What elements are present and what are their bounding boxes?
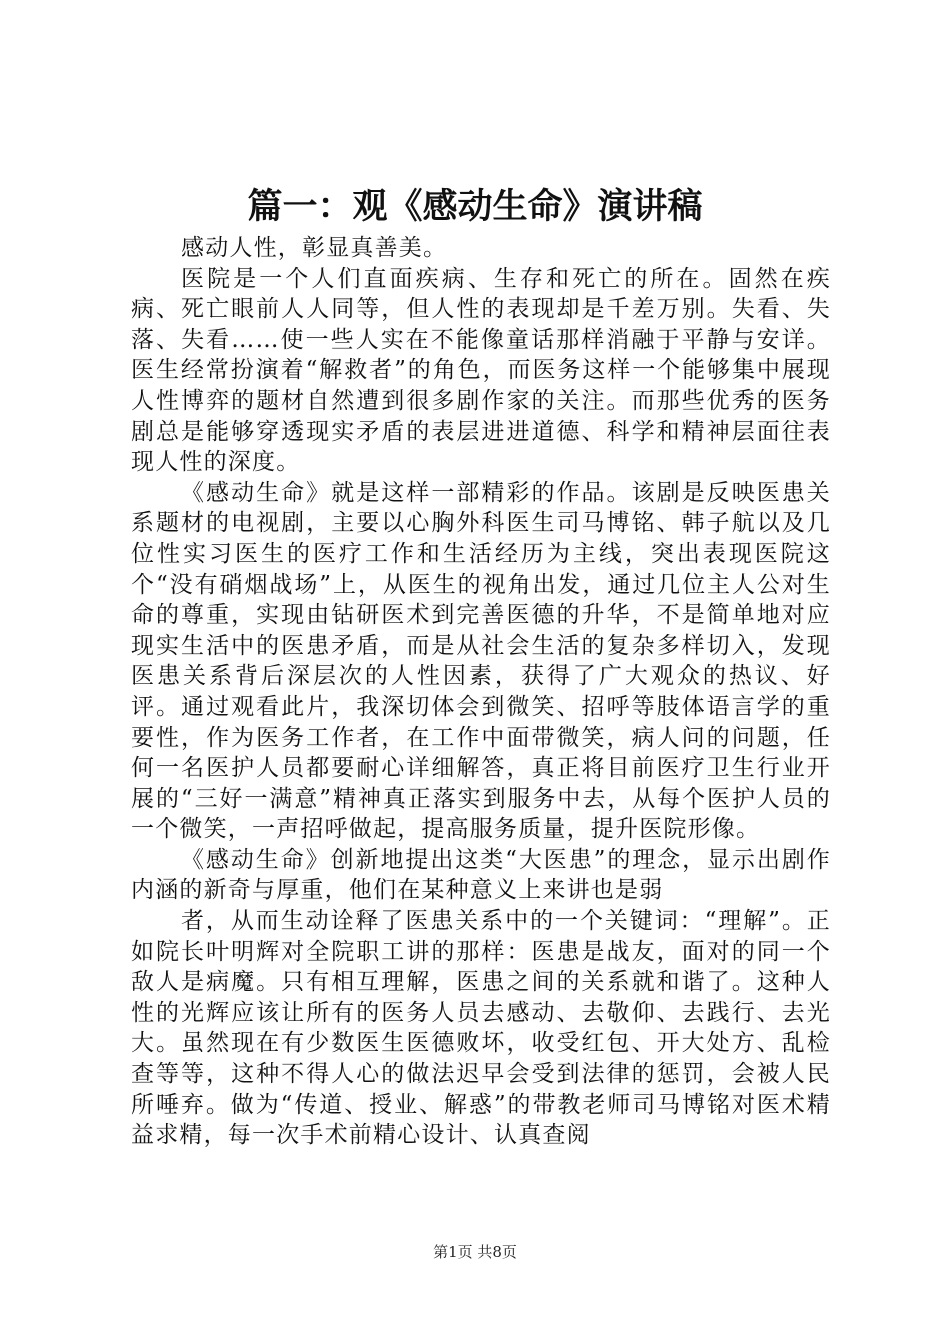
page-number: 第1页 共8页 bbox=[433, 1243, 517, 1261]
paragraph-4: 《感动生命》创新地提出这类“大医患”的理念，显示出剧作内涵的新奇与厚重，他们在某种意义上来讲也是弱 bbox=[131, 846, 831, 904]
paragraph-1: 感动人性，彰显真善美。 bbox=[181, 235, 448, 261]
paragraph-5: 者，从而生动诠释了医患关系中的一个关键词：“理解”。正如院长叶明辉对全院职工讲的那样：医患是战友，面对的同一个敌人是病魔。只有相互理解，医患之间的关系就和谐了。这种人性的光辉应该让所有的医务人员去感动、去敬仰、去践行、去光大。虽然现在有少数医生医德败坏，收受红包、开大处方、乱检查等等，这种不得人心的做法迟早会受到法律的惩罚，会被人民所唾弃。做为“传道、授业、解惑”的带教老师司马博铭对医术精益求精，每一次手术前精心设计、认真查阅 bbox=[131, 908, 831, 1149]
document-title: 篇一：观《感动生命》演讲稿 bbox=[247, 187, 703, 227]
paragraph-2: 医院是一个人们直面疾病、生存和死亡的所在。固然在疾病、死亡眼前人人同等，但人性的表现却是千差万别。失看、失落、失看……使一些人实在不能像童话那样消融于平静与安详。医生经常扮演着“解救者”的角色，而医务这样一个能够集中展现人性博弈的题材自然遭到很多剧作家的关注。而那些优秀的医务剧总是能够穿透现实矛盾的表层进进道德、科学和精神层面往表现人性的深度。 bbox=[131, 265, 831, 476]
document-body bbox=[131, 233, 831, 1151]
paragraph-3: 《感动生命》就是这样一部精彩的作品。该剧是反映医患关系题材的电视剧，主要以心胸外科医生司马博铭、韩子航以及几位性实习医生的医疗工作和生活经历为主线，突出表现医院这个“没有硝烟战场”上，从医生的视角出发，通过几位主人公对生命的尊重，实现由钻研医术到完善医德的升华，不是简单地对应现实生活中的医患矛盾，而是从社会生活的复杂多样切入，发现医患关系背后深层次的人性因素，获得了广大观众的热议、好评。通过观看此片，我深切体会到微笑、招呼等肢体语言学的重要性，作为医务工作者，在工作中面带微笑，病人问的问题，任何一名医护人员都要耐心详细解答，真正将目前医疗卫生行业开展的“三好一满意”精神真正落实到服务中去，从每个医护人员的一个微笑，一声招呼做起，提高服务质量，提升医院形像。 bbox=[131, 479, 831, 843]
